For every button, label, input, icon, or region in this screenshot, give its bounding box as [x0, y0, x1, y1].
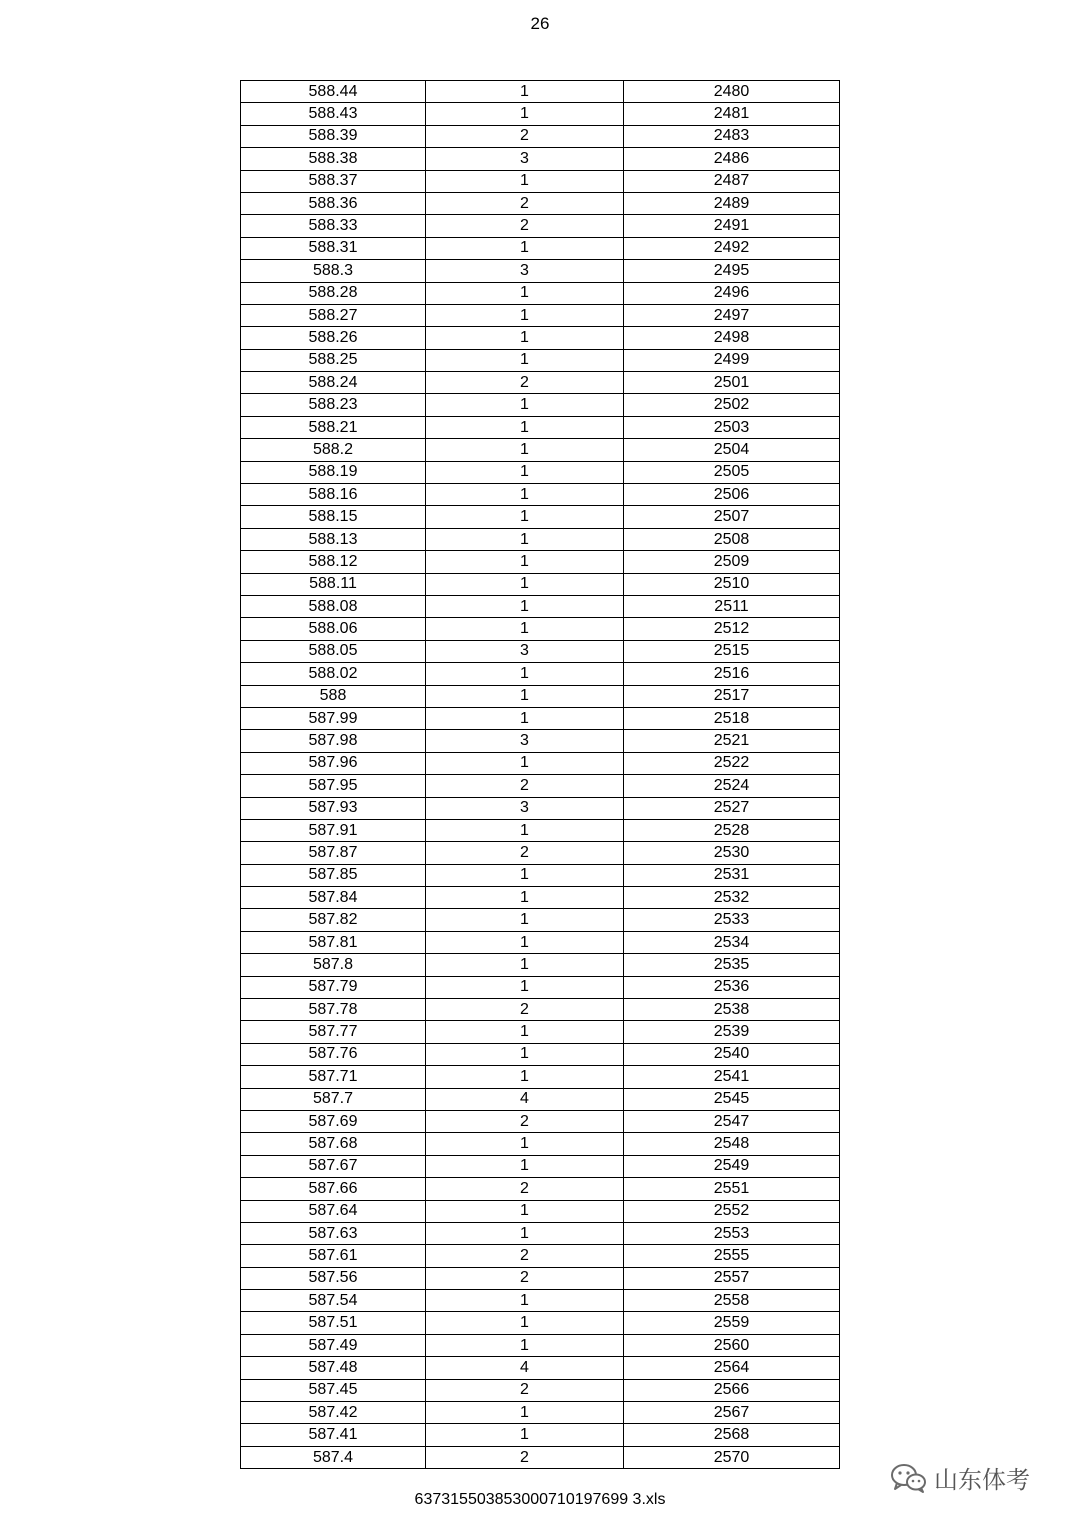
- cumulative-cell: 2512: [624, 618, 840, 640]
- score-cell: 587.95: [241, 775, 426, 797]
- count-cell: 1: [426, 1133, 624, 1155]
- cumulative-cell: 2549: [624, 1155, 840, 1177]
- count-cell: 1: [426, 1312, 624, 1334]
- count-cell: 1: [426, 506, 624, 528]
- table-row: [241, 506, 840, 528]
- cumulative-cell: 2517: [624, 685, 840, 707]
- table-row: [241, 1424, 840, 1446]
- score-cell: 587.63: [241, 1222, 426, 1244]
- count-cell: 1: [426, 1402, 624, 1424]
- table-row: [241, 1021, 840, 1043]
- score-cell: 587.85: [241, 864, 426, 886]
- table-row: [241, 81, 840, 103]
- table-row: [241, 304, 840, 326]
- score-cell: 587.84: [241, 887, 426, 909]
- score-cell: 587.49: [241, 1334, 426, 1356]
- watermark-text: 山东体考: [934, 1466, 1030, 1494]
- table-row: [241, 1290, 840, 1312]
- score-cell: 588.31: [241, 237, 426, 259]
- table-row: [241, 595, 840, 617]
- count-cell: 3: [426, 148, 624, 170]
- score-cell: 587.87: [241, 842, 426, 864]
- count-cell: 2: [426, 1267, 624, 1289]
- cumulative-cell: 2492: [624, 237, 840, 259]
- cumulative-cell: 2557: [624, 1267, 840, 1289]
- score-cell: 587.99: [241, 707, 426, 729]
- table-row: [241, 1222, 840, 1244]
- cumulative-cell: 2570: [624, 1446, 840, 1468]
- count-cell: 2: [426, 842, 624, 864]
- cumulative-cell: 2515: [624, 640, 840, 662]
- count-cell: 3: [426, 730, 624, 752]
- count-cell: 3: [426, 797, 624, 819]
- cumulative-cell: 2506: [624, 484, 840, 506]
- cumulative-cell: 2516: [624, 663, 840, 685]
- cumulative-cell: 2481: [624, 103, 840, 125]
- cumulative-cell: 2497: [624, 304, 840, 326]
- cumulative-cell: 2495: [624, 260, 840, 282]
- table-row: [241, 573, 840, 595]
- cumulative-cell: 2502: [624, 394, 840, 416]
- table-row: [241, 215, 840, 237]
- count-cell: 1: [426, 170, 624, 192]
- cumulative-cell: 2547: [624, 1110, 840, 1132]
- cumulative-cell: 2504: [624, 439, 840, 461]
- table-row: [241, 372, 840, 394]
- count-cell: 1: [426, 685, 624, 707]
- count-cell: 1: [426, 595, 624, 617]
- table-row: [241, 931, 840, 953]
- count-cell: 1: [426, 663, 624, 685]
- table-row: [241, 282, 840, 304]
- table-row: [241, 1088, 840, 1110]
- count-cell: 4: [426, 1088, 624, 1110]
- count-cell: 1: [426, 707, 624, 729]
- table-row: [241, 1178, 840, 1200]
- table-row: [241, 103, 840, 125]
- count-cell: 2: [426, 775, 624, 797]
- count-cell: 2: [426, 1379, 624, 1401]
- score-cell: 587.71: [241, 1066, 426, 1088]
- table-row: [241, 484, 840, 506]
- cumulative-cell: 2540: [624, 1043, 840, 1065]
- score-cell: 588: [241, 685, 426, 707]
- cumulative-cell: 2530: [624, 842, 840, 864]
- cumulative-cell: 2501: [624, 372, 840, 394]
- count-cell: 1: [426, 752, 624, 774]
- table-row: [241, 1155, 840, 1177]
- cumulative-cell: 2567: [624, 1402, 840, 1424]
- count-cell: 1: [426, 976, 624, 998]
- count-cell: 1: [426, 819, 624, 841]
- table-row: [241, 260, 840, 282]
- score-cell: 587.4: [241, 1446, 426, 1468]
- score-cell: 588.36: [241, 192, 426, 214]
- table-row: [241, 551, 840, 573]
- table-row: [241, 819, 840, 841]
- count-cell: 1: [426, 1222, 624, 1244]
- count-cell: 1: [426, 551, 624, 573]
- count-cell: 1: [426, 618, 624, 640]
- count-cell: 2: [426, 1446, 624, 1468]
- score-cell: 588.02: [241, 663, 426, 685]
- cumulative-cell: 2559: [624, 1312, 840, 1334]
- table-row: [241, 1357, 840, 1379]
- cumulative-cell: 2496: [624, 282, 840, 304]
- score-cell: 588.44: [241, 81, 426, 103]
- score-cell: 587.66: [241, 1178, 426, 1200]
- score-cell: 587.42: [241, 1402, 426, 1424]
- score-cell: 588.26: [241, 327, 426, 349]
- cumulative-cell: 2558: [624, 1290, 840, 1312]
- cumulative-cell: 2548: [624, 1133, 840, 1155]
- count-cell: 2: [426, 215, 624, 237]
- cumulative-cell: 2532: [624, 887, 840, 909]
- table-row: [241, 1066, 840, 1088]
- score-table: [240, 80, 840, 1469]
- score-cell: 587.54: [241, 1290, 426, 1312]
- table-row: [241, 148, 840, 170]
- cumulative-cell: 2480: [624, 81, 840, 103]
- table-row: [241, 909, 840, 931]
- cumulative-cell: 2551: [624, 1178, 840, 1200]
- score-cell: 588.27: [241, 304, 426, 326]
- cumulative-cell: 2522: [624, 752, 840, 774]
- score-cell: 588.28: [241, 282, 426, 304]
- footer-filename: 637315503853000710197699 3.xls: [414, 1491, 666, 1508]
- table-row: [241, 640, 840, 662]
- score-cell: 588.2: [241, 439, 426, 461]
- cumulative-cell: 2564: [624, 1357, 840, 1379]
- cumulative-cell: 2536: [624, 976, 840, 998]
- cumulative-cell: 2568: [624, 1424, 840, 1446]
- score-cell: 588.33: [241, 215, 426, 237]
- count-cell: 1: [426, 282, 624, 304]
- cumulative-cell: 2518: [624, 707, 840, 729]
- table-row: [241, 775, 840, 797]
- count-cell: 2: [426, 192, 624, 214]
- count-cell: 1: [426, 304, 624, 326]
- table-row: [241, 192, 840, 214]
- score-cell: 588.15: [241, 506, 426, 528]
- count-cell: 1: [426, 1334, 624, 1356]
- score-cell: 587.51: [241, 1312, 426, 1334]
- score-cell: 587.78: [241, 999, 426, 1021]
- count-cell: 2: [426, 1245, 624, 1267]
- cumulative-cell: 2498: [624, 327, 840, 349]
- table-row: [241, 327, 840, 349]
- table-row: [241, 439, 840, 461]
- table-row: [241, 887, 840, 909]
- table-row: [241, 1043, 840, 1065]
- table-row: [241, 685, 840, 707]
- table-row: [241, 707, 840, 729]
- count-cell: 1: [426, 573, 624, 595]
- score-cell: 588.43: [241, 103, 426, 125]
- score-cell: 587.56: [241, 1267, 426, 1289]
- cumulative-cell: 2566: [624, 1379, 840, 1401]
- table-row: [241, 999, 840, 1021]
- table-row: [241, 976, 840, 998]
- score-cell: 588.38: [241, 148, 426, 170]
- score-cell: 587.93: [241, 797, 426, 819]
- count-cell: 2: [426, 1110, 624, 1132]
- count-cell: 1: [426, 931, 624, 953]
- count-cell: 1: [426, 1155, 624, 1177]
- table-row: [241, 1110, 840, 1132]
- table-row: [241, 416, 840, 438]
- score-cell: 587.77: [241, 1021, 426, 1043]
- cumulative-cell: 2545: [624, 1088, 840, 1110]
- cumulative-cell: 2560: [624, 1334, 840, 1356]
- score-cell: 587.41: [241, 1424, 426, 1446]
- count-cell: 1: [426, 864, 624, 886]
- count-cell: 1: [426, 461, 624, 483]
- score-cell: 587.69: [241, 1110, 426, 1132]
- score-cell: 588.21: [241, 416, 426, 438]
- cumulative-cell: 2510: [624, 573, 840, 595]
- score-cell: 587.7: [241, 1088, 426, 1110]
- table-row: [241, 461, 840, 483]
- score-cell: 588.16: [241, 484, 426, 506]
- watermark: [890, 1460, 1030, 1495]
- table-row: [241, 1200, 840, 1222]
- cumulative-cell: 2553: [624, 1222, 840, 1244]
- score-cell: 587.67: [241, 1155, 426, 1177]
- cumulative-cell: 2555: [624, 1245, 840, 1267]
- cumulative-cell: 2533: [624, 909, 840, 931]
- table-row: [241, 1267, 840, 1289]
- score-cell: 587.81: [241, 931, 426, 953]
- table-row: [241, 1312, 840, 1334]
- score-cell: 588.11: [241, 573, 426, 595]
- table-row: [241, 1402, 840, 1424]
- count-cell: 2: [426, 999, 624, 1021]
- cumulative-cell: 2491: [624, 215, 840, 237]
- table-row: [241, 864, 840, 886]
- page-number: 26: [530, 14, 550, 33]
- score-cell: 587.96: [241, 752, 426, 774]
- score-cell: 587.61: [241, 1245, 426, 1267]
- table-row: [241, 663, 840, 685]
- table-row: [241, 125, 840, 147]
- score-cell: 587.82: [241, 909, 426, 931]
- cumulative-cell: 2503: [624, 416, 840, 438]
- score-cell: 587.45: [241, 1379, 426, 1401]
- count-cell: 1: [426, 1043, 624, 1065]
- cumulative-cell: 2552: [624, 1200, 840, 1222]
- score-cell: 588.19: [241, 461, 426, 483]
- table-row: [241, 1446, 840, 1468]
- table-row: [241, 394, 840, 416]
- count-cell: 3: [426, 640, 624, 662]
- cumulative-cell: 2487: [624, 170, 840, 192]
- score-cell: 587.98: [241, 730, 426, 752]
- table-row: [241, 349, 840, 371]
- count-cell: 1: [426, 909, 624, 931]
- count-cell: 1: [426, 349, 624, 371]
- table-row: [241, 730, 840, 752]
- cumulative-cell: 2539: [624, 1021, 840, 1043]
- cumulative-cell: 2499: [624, 349, 840, 371]
- count-cell: 1: [426, 327, 624, 349]
- score-cell: 588.39: [241, 125, 426, 147]
- score-cell: 588.37: [241, 170, 426, 192]
- score-cell: 588.06: [241, 618, 426, 640]
- count-cell: 2: [426, 125, 624, 147]
- count-cell: 1: [426, 484, 624, 506]
- cumulative-cell: 2524: [624, 775, 840, 797]
- cumulative-cell: 2511: [624, 595, 840, 617]
- table-row: [241, 1245, 840, 1267]
- score-cell: 587.68: [241, 1133, 426, 1155]
- count-cell: 4: [426, 1357, 624, 1379]
- score-cell: 588.3: [241, 260, 426, 282]
- table-row: [241, 618, 840, 640]
- count-cell: 1: [426, 81, 624, 103]
- score-cell: 587.91: [241, 819, 426, 841]
- table-row: [241, 237, 840, 259]
- score-cell: 587.64: [241, 1200, 426, 1222]
- count-cell: 2: [426, 372, 624, 394]
- count-cell: 1: [426, 528, 624, 550]
- count-cell: 1: [426, 887, 624, 909]
- wechat-icon: [890, 1462, 928, 1494]
- table-row: [241, 954, 840, 976]
- cumulative-cell: 2508: [624, 528, 840, 550]
- count-cell: 1: [426, 394, 624, 416]
- count-cell: 1: [426, 1066, 624, 1088]
- score-cell: 588.13: [241, 528, 426, 550]
- score-cell: 588.08: [241, 595, 426, 617]
- cumulative-cell: 2534: [624, 931, 840, 953]
- table-row: [241, 797, 840, 819]
- score-cell: 588.12: [241, 551, 426, 573]
- cumulative-cell: 2483: [624, 125, 840, 147]
- score-cell: 588.25: [241, 349, 426, 371]
- table-row: [241, 842, 840, 864]
- score-cell: 587.8: [241, 954, 426, 976]
- cumulative-cell: 2486: [624, 148, 840, 170]
- cumulative-cell: 2521: [624, 730, 840, 752]
- cumulative-cell: 2531: [624, 864, 840, 886]
- table-row: [241, 1133, 840, 1155]
- table-row: [241, 170, 840, 192]
- count-cell: 3: [426, 260, 624, 282]
- cumulative-cell: 2505: [624, 461, 840, 483]
- cumulative-cell: 2541: [624, 1066, 840, 1088]
- count-cell: 1: [426, 103, 624, 125]
- count-cell: 1: [426, 1290, 624, 1312]
- score-cell: 588.24: [241, 372, 426, 394]
- table-body: [241, 81, 840, 1469]
- cumulative-cell: 2535: [624, 954, 840, 976]
- count-cell: 1: [426, 1021, 624, 1043]
- cumulative-cell: 2528: [624, 819, 840, 841]
- score-cell: 588.23: [241, 394, 426, 416]
- score-cell: 588.05: [241, 640, 426, 662]
- score-cell: 587.79: [241, 976, 426, 998]
- count-cell: 1: [426, 416, 624, 438]
- table-row: [241, 752, 840, 774]
- table-row: [241, 528, 840, 550]
- table-row: [241, 1334, 840, 1356]
- count-cell: 1: [426, 954, 624, 976]
- count-cell: 1: [426, 237, 624, 259]
- count-cell: 2: [426, 1178, 624, 1200]
- count-cell: 1: [426, 1424, 624, 1446]
- cumulative-cell: 2507: [624, 506, 840, 528]
- table-row: [241, 1379, 840, 1401]
- score-cell: 587.76: [241, 1043, 426, 1065]
- cumulative-cell: 2538: [624, 999, 840, 1021]
- cumulative-cell: 2527: [624, 797, 840, 819]
- count-cell: 1: [426, 1200, 624, 1222]
- count-cell: 1: [426, 439, 624, 461]
- cumulative-cell: 2509: [624, 551, 840, 573]
- cumulative-cell: 2489: [624, 192, 840, 214]
- score-cell: 587.48: [241, 1357, 426, 1379]
